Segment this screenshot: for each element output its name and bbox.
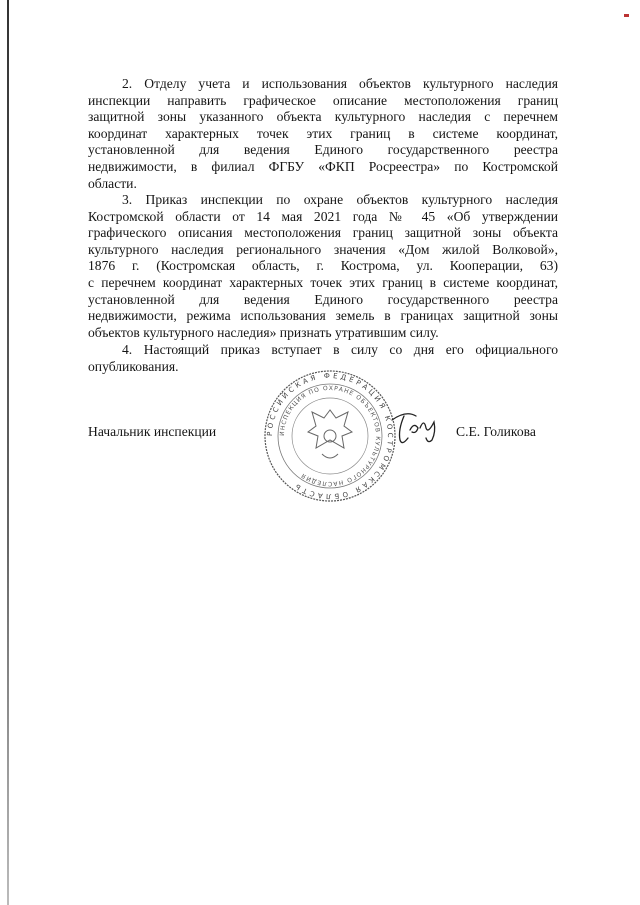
paragraph-2 xyxy=(88,76,558,192)
signer-name: С.Е. Голикова xyxy=(456,424,536,439)
text-line: 2. Отделу учета и использования объектов культурного наследия xyxy=(122,76,558,91)
text-line: 1876 г. (Костромская область, г. Кострома, ул. Кооперации, 63) xyxy=(88,258,558,274)
text-line: установленной для ведения Единого государственного реестра xyxy=(88,142,558,158)
text-line: культурного наследия регионального значения «Дом жилой Волковой», xyxy=(88,241,558,257)
svg-text:ИНСПЕКЦИЯ ПО ОХРАНЕ ОБЪЕКТОВ К: ИНСПЕКЦИЯ ПО ОХРАНЕ ОБЪЕКТОВ КУЛЬТУРНОГО НАСЛЕДИЯ xyxy=(278,384,382,488)
text-line: графического описания местоположения границ защитной зоны объекта xyxy=(88,225,558,241)
text-line: опубликования. xyxy=(88,358,179,374)
text-line: установленной для ведения Единого государственного реестра xyxy=(88,291,558,307)
handwritten-signature xyxy=(386,408,446,453)
text-line: объектов культурного наследия» признать утратившим силу. xyxy=(88,324,439,340)
text-line: 4. Настоящий приказ вступает в силу со дня его официального xyxy=(122,342,558,357)
text-line: недвижимости, в филиал ФГБУ «ФКП Росреестра» по Костромской xyxy=(88,158,558,174)
svg-text:РОССИЙСКАЯ ФЕДЕРАЦИЯ КОСТРОМСК: РОССИЙСКАЯ ФЕДЕРАЦИЯ КОСТРОМСКАЯ ОБЛАСТЬ xyxy=(265,371,395,501)
scan-edge-line xyxy=(7,0,9,905)
text-line: с перечнем координат характерных точек этих границ в системе координат, xyxy=(88,274,558,290)
text-line: Костромской области от 14 мая 2021 года № 45 «Об утверждении xyxy=(88,208,558,224)
text-line: недвижимости, режима использования земель в границах защитной зоны xyxy=(88,308,558,324)
scan-mark xyxy=(624,14,629,17)
paragraph-3 xyxy=(88,192,558,341)
text-line: инспекции направить графическое описание местоположения границ xyxy=(88,92,558,108)
position-title: Начальник инспекции xyxy=(88,424,217,439)
text-line: координат характерных точек этих границ в системе координат, xyxy=(88,125,558,141)
text-line: 3. Приказ инспекции по охране объектов культурного наследия xyxy=(122,192,558,207)
text-line: защитной зоны указанного объекта культурного наследия с перечнем xyxy=(88,109,558,125)
official-seal xyxy=(262,368,398,509)
text-line: области. xyxy=(88,175,137,191)
